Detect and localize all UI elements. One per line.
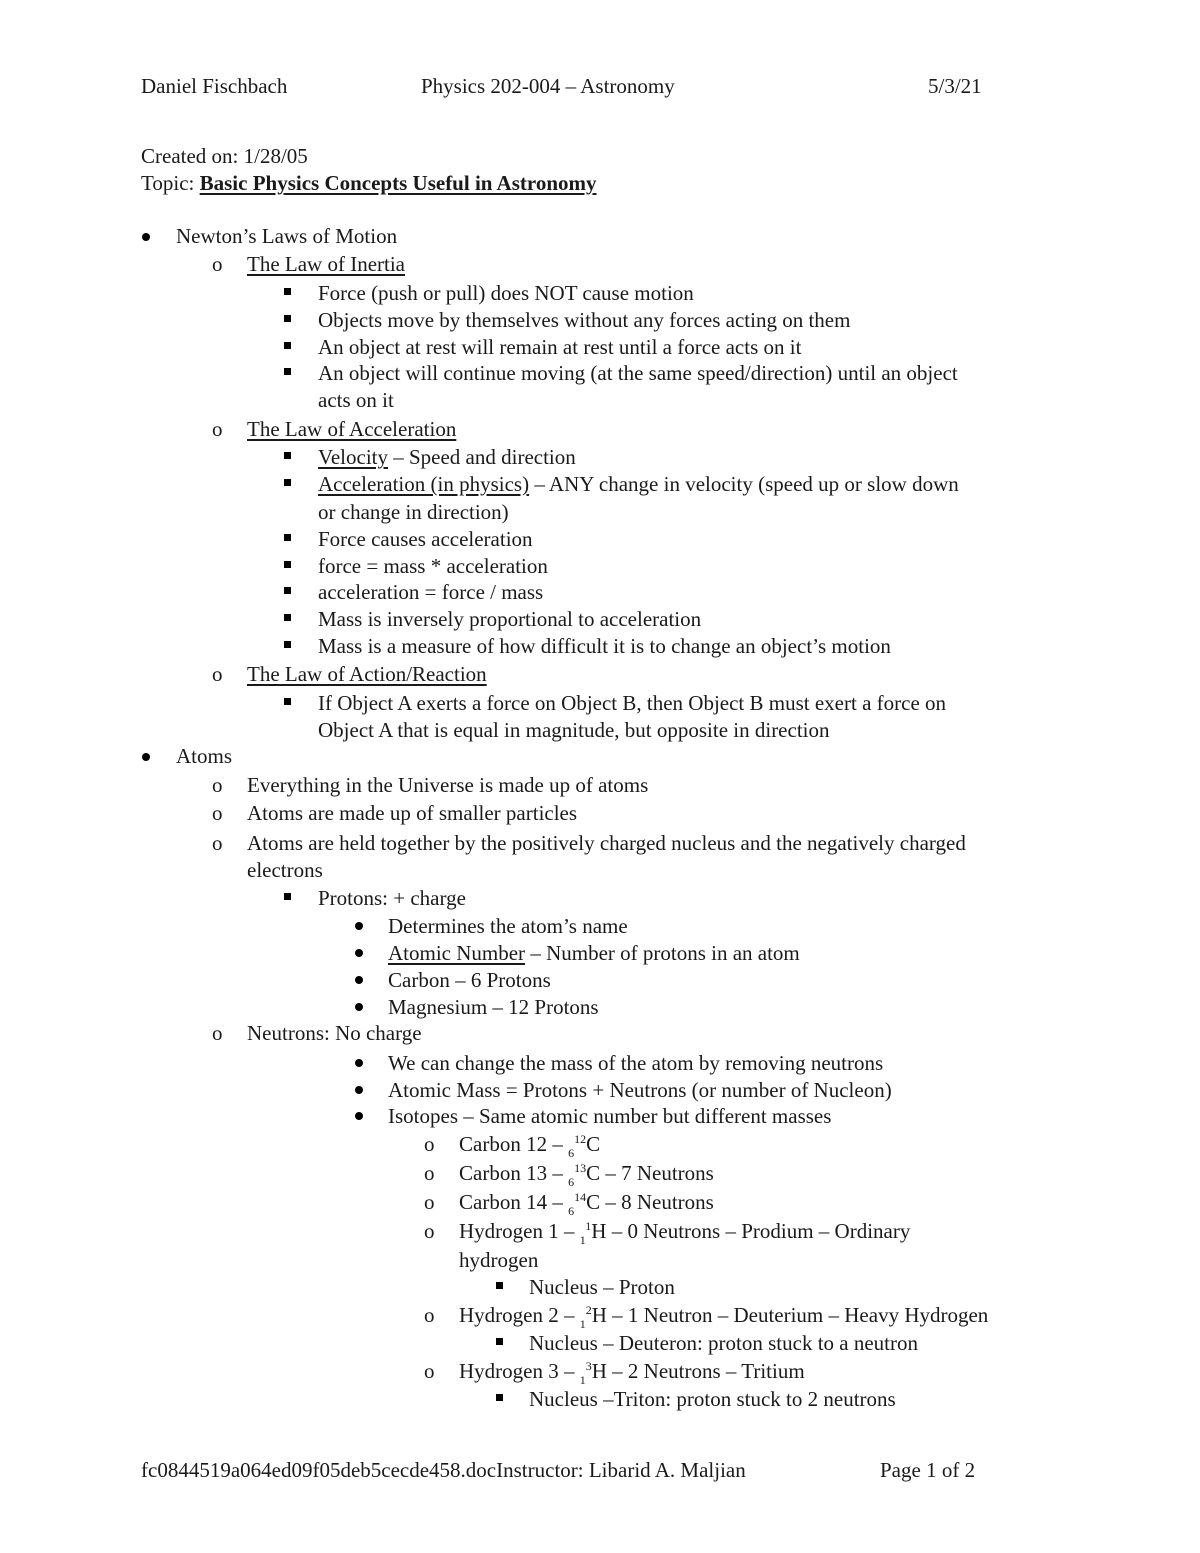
bullet-circle-icon: o: [212, 831, 223, 855]
isotope-label: Carbon 14 –: [459, 1190, 569, 1214]
mass-number-sup: 1: [585, 1219, 592, 1233]
bullet-square-icon: [284, 479, 291, 486]
footer-file-instructor: fc0844519a064ed09f05deb5cecde458.docInstructor: Libarid A. Maljian: [141, 1458, 746, 1482]
isotope-label: Carbon 12 –: [459, 1132, 569, 1156]
velocity-def: – Speed and direction: [387, 445, 576, 469]
mass-number-sup: 13: [574, 1161, 587, 1175]
list-item: Atomic Mass = Protons + Neutrons (or number of Nucleon): [388, 1078, 892, 1102]
atomic-number-item: [388, 943, 800, 964]
bullet-circle-icon: o: [424, 1132, 435, 1156]
atomic-number-sub: 1: [579, 1233, 586, 1247]
bullet-disc-icon: [355, 922, 363, 930]
isotope-detail: C – 8 Neutrons: [586, 1190, 714, 1214]
list-item: Mass is inversely proportional to acceleration: [318, 607, 702, 631]
bullet-square-icon: [284, 288, 291, 295]
list-item: Atoms are made up of smaller particles: [247, 801, 578, 825]
bullet-circle-icon: o: [424, 1359, 435, 1383]
isotope-hydrogen-3: [459, 1359, 805, 1387]
bullet-circle-icon: o: [212, 662, 223, 686]
isotope-detail: H – 0 Neutrons – Prodium – Ordinary: [591, 1219, 911, 1243]
bullet-disc-icon: [355, 1086, 363, 1094]
atomic-number-sub: 6: [568, 1146, 575, 1160]
velocity-item: [318, 447, 576, 468]
bullet-square-icon: [284, 534, 291, 541]
acceleration-title: The Law of Acceleration: [247, 417, 457, 441]
bullet-circle-icon: o: [212, 1021, 223, 1045]
list-item-continued: electrons: [247, 858, 323, 882]
header-author: Daniel Fischbach: [141, 74, 288, 98]
atomic-number-sub: 6: [568, 1204, 575, 1218]
list-item-continued: Object A that is equal in magnitude, but opposite in direction: [318, 718, 830, 742]
header-date: 5/3/21: [928, 74, 982, 98]
list-item: Objects move by themselves without any forces acting on them: [318, 308, 851, 332]
velocity-term: Velocity: [318, 445, 388, 469]
bullet-square-icon: [496, 1338, 503, 1345]
list-item: Magnesium – 12 Protons: [388, 995, 599, 1019]
atoms-title: Atoms: [176, 744, 233, 768]
bullet-disc-icon: [355, 976, 363, 984]
isotope-carbon-12: [459, 1132, 601, 1160]
footer-page-number: Page 1 of 2: [880, 1458, 976, 1482]
mass-number-sup: 2: [585, 1303, 592, 1317]
action-title: The Law of Action/Reaction: [247, 662, 487, 686]
list-item: Isotopes – Same atomic number but different masses: [388, 1104, 832, 1128]
atomic-number-sub: 1: [579, 1317, 586, 1331]
list-item: Nucleus –Triton: proton stuck to 2 neutrons: [529, 1387, 896, 1411]
isotope-detail: C – 7 Neutrons: [586, 1161, 714, 1185]
bullet-disc-icon: [142, 753, 150, 761]
list-item: Force (push or pull) does NOT cause motion: [318, 281, 694, 305]
protons-title: Protons: + charge: [318, 886, 466, 910]
bullet-square-icon: [284, 368, 291, 375]
bullet-square-icon: [284, 893, 291, 900]
bullet-circle-icon: o: [424, 1161, 435, 1185]
list-item: If Object A exerts a force on Object B, then Object B must exert a force on: [318, 691, 947, 715]
list-item: Carbon – 6 Protons: [388, 968, 551, 992]
created-on: Created on: 1/28/05: [141, 144, 308, 168]
list-item: An object will continue moving (at the same speed/direction) until an object: [318, 361, 958, 385]
bullet-circle-icon: o: [212, 801, 223, 825]
isotope-hydrogen-2: [459, 1303, 989, 1331]
list-item-continued: hydrogen: [459, 1248, 539, 1272]
topic-line: [141, 173, 597, 194]
bullet-square-icon: [284, 614, 291, 621]
isotope-label: Carbon 13 –: [459, 1161, 569, 1185]
bullet-square-icon: [284, 698, 291, 705]
acceleration-term: Acceleration (in physics): [318, 472, 530, 496]
mass-number-sup: 12: [574, 1132, 587, 1146]
isotope-detail: H – 2 Neutrons – Tritium: [591, 1359, 805, 1383]
list-item: Force causes acceleration: [318, 527, 533, 551]
isotope-label: Hydrogen 3 –: [459, 1359, 580, 1383]
bullet-square-icon: [496, 1282, 503, 1289]
atomic-number-def: – Number of protons in an atom: [525, 941, 800, 965]
header-course: Physics 202-004 – Astronomy: [421, 74, 675, 98]
bullet-square-icon: [284, 315, 291, 322]
newton-title: Newton’s Laws of Motion: [176, 224, 398, 248]
list-item: Atoms are held together by the positively charged nucleus and the negatively charged: [247, 831, 966, 855]
atomic-number-sub: 1: [579, 1373, 586, 1387]
bullet-circle-icon: o: [424, 1219, 435, 1243]
list-item-continued: acts on it: [318, 388, 394, 412]
bullet-circle-icon: o: [212, 773, 223, 797]
atomic-number-term: Atomic Number: [388, 941, 526, 965]
list-item: We can change the mass of the atom by removing neutrons: [388, 1051, 884, 1075]
bullet-disc-icon: [355, 1112, 363, 1120]
bullet-disc-icon: [142, 233, 150, 241]
list-item: acceleration = force / mass: [318, 580, 544, 604]
isotope-label: Hydrogen 2 –: [459, 1303, 580, 1327]
isotope-label: Hydrogen 1 –: [459, 1219, 580, 1243]
bullet-circle-icon: o: [424, 1303, 435, 1327]
isotope-detail: H – 1 Neutron – Deuterium – Heavy Hydrogen: [591, 1303, 989, 1327]
acceleration-item: [318, 474, 959, 495]
isotope-carbon-13: [459, 1161, 714, 1189]
list-item: force = mass * acceleration: [318, 554, 548, 578]
acceleration-def: – ANY change in velocity (speed up or slow down: [529, 472, 959, 496]
neutrons-title: Neutrons: No charge: [247, 1021, 422, 1045]
list-item: Mass is a measure of how difficult it is to change an object’s motion: [318, 634, 891, 658]
bullet-circle-icon: o: [212, 252, 223, 276]
bullet-square-icon: [496, 1394, 503, 1401]
bullet-square-icon: [284, 641, 291, 648]
bullet-square-icon: [284, 561, 291, 568]
bullet-square-icon: [284, 342, 291, 349]
mass-number-sup: 14: [574, 1190, 587, 1204]
list-item: Nucleus – Proton: [529, 1275, 675, 1299]
list-item: Everything in the Universe is made up of atoms: [247, 773, 649, 797]
list-item-continued: or change in direction): [318, 500, 509, 524]
isotope-carbon-14: [459, 1190, 714, 1218]
inertia-title: The Law of Inertia: [247, 252, 406, 276]
bullet-disc-icon: [355, 949, 363, 957]
topic-title: Basic Physics Concepts Useful in Astronomy: [199, 171, 597, 195]
bullet-disc-icon: [355, 1003, 363, 1011]
isotope-hydrogen-1: [459, 1219, 911, 1247]
bullet-disc-icon: [355, 1059, 363, 1067]
bullet-circle-icon: o: [424, 1190, 435, 1214]
list-item: Determines the atom’s name: [388, 914, 628, 938]
mass-number-sup: 3: [585, 1359, 592, 1373]
bullet-square-icon: [284, 452, 291, 459]
bullet-circle-icon: o: [212, 417, 223, 441]
list-item: An object at rest will remain at rest until a force acts on it: [318, 335, 802, 359]
isotope-detail: C: [586, 1132, 601, 1156]
list-item: Nucleus – Deuteron: proton stuck to a neutron: [529, 1331, 918, 1355]
atomic-number-sub: 6: [568, 1175, 575, 1189]
topic-label: Topic:: [141, 171, 200, 195]
bullet-square-icon: [284, 587, 291, 594]
